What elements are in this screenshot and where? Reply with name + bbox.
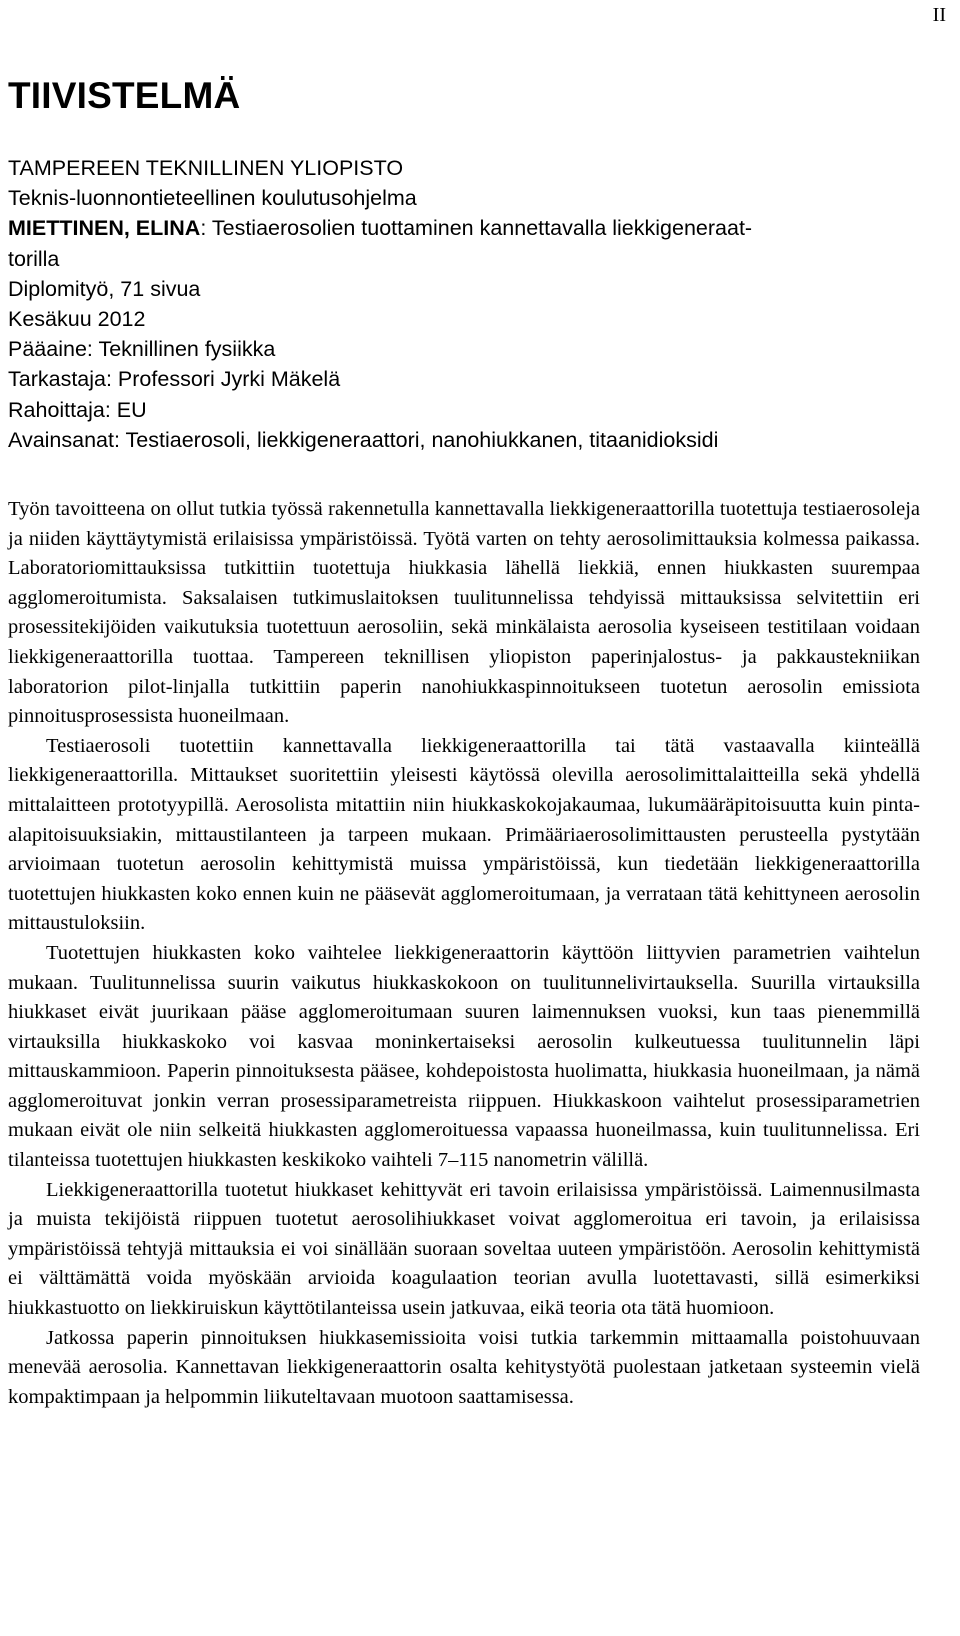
thesis-title: : Testiaerosolien tuottaminen kannettavalla liekkigeneraat-: [200, 216, 753, 241]
degree-programme: Teknis-luonnontieteellinen koulutusohjelma: [8, 186, 417, 211]
abstract-paragraph: Liekkigeneraattorilla tuotetut hiukkaset kehittyvät eri tavoin erilaisissa ympäristöissä. Laimennusilmasta ja muista tekijöistä riippuen tuotetut aerosolihiukkaset voivat agglomeroitua eri tavoin, ja erilaisissa ympäristöissä tehtyjä mittauksia ei voi sinällään suoraan soveltaa uuteen ympäristöön. Aerosolin kehittymistä ei välttämättä voida myöskään arvioida koagulaation teorian avulla luotettavasti, sillä esimerkiksi hiukkastuotto on liekkiruiskun käyttötilanteissa usein jatkuvaa, eikä teoria ota tätä huomioon.: [8, 1178, 920, 1320]
thesis-metadata: [8, 153, 928, 455]
keywords: Avainsanat: Testiaerosoli, liekkigeneraattori, nanohiukkanen, titaanidioksidi: [8, 427, 719, 452]
examiner: Tarkastaja: Professori Jyrki Mäkelä: [8, 367, 341, 392]
major-subject: Pääaine: Teknillinen fysiikka: [8, 337, 276, 362]
author-and-title: [8, 213, 928, 243]
abstract-paragraph: Jatkossa paperin pinnoituksen hiukkasemissioita voisi tutkia tarkemmin mittaamalla poistohuuvaan menevää aerosolia. Kannettavan liekkigeneraattorin osalta kehitystyötä puolestaan jatketaan systeemin vielä kompaktimpaan ja helpommin liikuteltavaan muotoon saattamisessa.: [8, 1326, 920, 1408]
abstract-body: [8, 495, 920, 1412]
thesis-type-pages: Diplomityö, 71 sivua: [8, 276, 201, 301]
abstract-heading: TIIVISTELMÄ: [8, 75, 241, 116]
abstract-paragraph: Testiaerosoli tuotettiin kannettavalla liekkigeneraattorilla tai tätä vastaavalla kiinteällä liekkigeneraattorilla. Mittaukset suoritettiin yleisesti käytössä olevilla aerosolimittalaitteilla sekä yhdellä mittalaitteen prototyypillä. Aerosolista mitattiin niin hiukkaskokojakaumaa, lukumääräpitoisuutta kuin pinta-alapitoisuuksiakin, mittaustilanteen ja tarpeen mukaan. Primääriaerosolimittausten perusteella pystytään arvioimaan tuotetun aerosolin kehittymistä muissa ympäristöissä, kun tiedetään liekkigeneraattorilla tuotettujen hiukkasten koko ennen kuin ne pääsevät agglomeroitumaan, ja verrataan tätä kehittyneen aerosolin mittaustuloksiin.: [8, 734, 920, 935]
page-number: II: [932, 4, 946, 26]
author-name: MIETTINEN, ELINA: [8, 216, 201, 241]
thesis-date: Kesäkuu 2012: [8, 307, 146, 332]
funder: Rahoittaja: EU: [8, 397, 147, 422]
university-name: TAMPEREEN TEKNILLINEN YLIOPISTO: [8, 156, 404, 180]
abstract-paragraph: Tuotettujen hiukkasten koko vaihtelee liekkigeneraattorin käyttöön liittyvien parametrien vaihtelun mukaan. Tuulitunnelissa suurin vaikutus hiukkaskokoon on tuulitunnelivirtauksella. Suurilla virtauksilla hiukkaset eivät juurikaan pääse agglomeroitumaan suuren laimennuksen vuoksi, kun taas pienemmillä virtauksilla hiukkaskoko voi kasvaa moninkertaiseksi aerosolin kulkeutuessa tuulitunnelin läpi mittauskammioon. Paperin pinnoituksesta pääsee, kohdepoistosta huolimatta, hiukkasia huoneilmaan, ja nämä agglomeroituvat jonkin verran prosessiparametreista riippuen. Hiukkaskoon vaihtelut prosessiparametrien mukaan eivät ole niin selkeitä hiukkasten agglomeroituessa vapaassa huoneilmassa, kuin tuulitunnelissa. Eri tilanteissa tuotettujen hiukkasten keskikoko vaihteli 7–115 nanometrin välillä.: [8, 941, 920, 1172]
thesis-title-continued: torilla: [8, 246, 60, 271]
abstract-paragraph: Työn tavoitteena on ollut tutkia työssä rakennetulla kannettavalla liekkigeneraattorilla tuotettuja testiaerosoleja ja niiden käyttäytymistä erilaisissa ympäristöissä. Työtä varten on tehty aerosolimittauksia kolmessa paikassa. Laboratoriomittauksissa tutkittiin tuotettuja hiukkasia lähellä liekkiä, ennen hiukkasten suurempaa agglomeroitumista. Saksalaisen tutkimuslaitoksen tuulitunnelissa tehdyissä mittauksissa selvitettiin eri prosessitekijöiden vaikutuksia tuotettuun aerosoliin, sekä minkälaista aerosolia kyseiseen testitilaan voidaan liekkigeneraattorilla tuottaa. Tampereen teknillisen yliopiston paperinjalostus- ja pakkaustekniikan laboratorion pilot-linjalla tutkittiin paperin nanohiukkaspinnoitukseen tuotetun aerosolin emissiota pinnoitusprosessista huoneilmaan.: [8, 498, 920, 728]
